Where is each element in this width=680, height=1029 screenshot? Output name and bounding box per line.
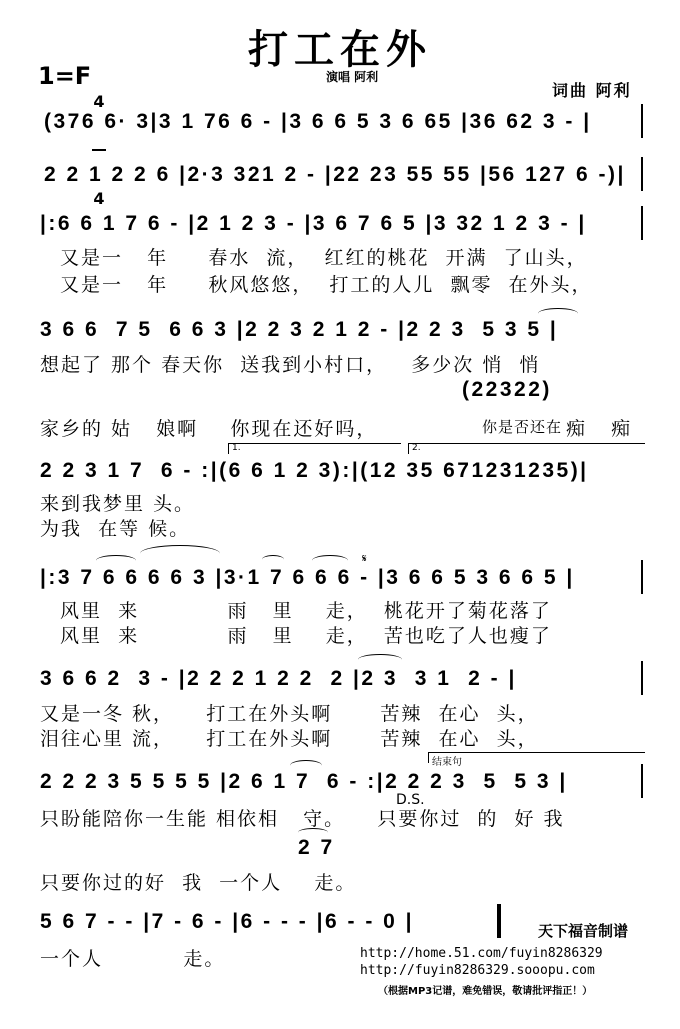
lyric-verse-2: 又是一 年 秋风悠悠， 打工的人儿 飘零 在外头， [60,274,593,296]
music-line-1: (376 6· 3|3 1 76 6 - |3 6 6 5 3 6 65 |36 62 3 - | [44,110,592,133]
slur [96,555,136,566]
volta-1-bracket [228,443,401,454]
music-line-8: |:3 7 6 6 6 6 3 |3·1 7 6 6 6 - |3 6 6 5 3 6 6 5 | [40,566,575,589]
ending-label: 结束句 [432,757,462,768]
lyric-line-9-verse-1: 又是一冬 秋， 打工在外头啊 苦辣 在心 头， [40,703,539,725]
dal-segno-mark: D.S. [396,792,425,808]
music-line-11: 2 7 [298,836,335,859]
composer-credit: 词曲 阿利 [552,81,632,100]
singer-credit: 演唱 阿利 [326,70,379,84]
slur [312,555,348,566]
slur [538,308,578,319]
song-title: 打工在外 [248,27,432,73]
music-line-4: 3 6 6 7 5 6 6 3 |2 2 3 2 1 2 - |2 2 3 5 3 5 | [40,318,559,341]
key-signature: 1=F [38,62,92,90]
staff-end-bar [641,560,643,594]
footer-url-2[interactable]: http://fuyin8286329.sooopu.com [360,963,595,978]
slur [358,654,402,665]
time-signature-top: 4 [93,92,105,111]
staff-end-bar [641,157,643,191]
lyric-line-12: 一个人 走。 [40,948,226,970]
slur [140,545,220,562]
lyric-alt-small: 你是否还在 [482,418,563,436]
lyric-line-11: 只要你过的好 我 一个人 走。 [40,872,357,894]
footer-note: （根据MP3记谱，难免错误，敬请批评指正！） [378,986,593,997]
music-line-12: 5 6 7 - - |7 - 6 - |6 - - - |6 - - 0 | [40,910,415,933]
time-signature-divider [92,149,106,151]
staff-end-bar [641,104,643,138]
time-signature [92,54,106,227]
lyric-verse-1: 又是一 年 春水 流， 红红的桃花 开满 了山头， [60,247,588,269]
lyric-line-10: 只盼能陪你一生能 相依相 守。 只要你过 的 好 我 [40,808,565,830]
lyric-line-9-verse-2: 泪往心里 流， 打工在外头啊 苦辣 在心 头， [40,728,539,750]
time-signature-bottom: 4 [93,189,105,208]
staff-end-bar [641,764,643,798]
lyric-refrain-2: 风里 来 雨 里 走， 苦也吃了人也瘦了 [60,625,552,647]
music-line-2: 2 2 1 2 2 6 |2·3 321 2 - |22 23 55 55 |56 127 6 -)| [44,163,626,186]
music-line-9: 3 6 6 2 3 - |2 2 2 1 2 2 2 |2 3 3 1 2 - | [40,667,517,690]
brand-label: 天下福音制谱 [538,922,629,940]
music-line-7: 2 2 3 1 7 6 - :|(6 6 1 2 3):|(12 35 671231235)| [40,459,589,482]
staff-end-bar [641,206,643,240]
music-line-10: 2 2 2 3 5 5 5 5 |2 6 1 7 6 - :|2 2 2 3 5 5 3 | [40,770,568,793]
volta-1-label: 1. [232,443,241,453]
lyric-verse-2-end: 为我 在等 候。 [40,518,191,540]
volta-2-bracket [408,443,645,454]
volta-2-label: 2. [412,443,421,453]
lyric-line-5-tail: 痴 痴 [566,418,633,440]
music-line-3: |:6 6 1 7 6 - |2 1 2 3 - |3 6 7 6 5 |3 32 1 2 3 - | [40,212,587,235]
footer-url-1[interactable]: http://home.51.com/fuyin8286329 [360,946,603,961]
segno-sign: 𝄋 [362,552,367,565]
lyric-line-5: 家乡的 姑 娘啊 你现在还好吗， [40,418,378,440]
alt-melody: (22322) [462,378,552,401]
final-bar [497,904,501,938]
lyric-verse-1-end: 来到我梦里 头。 [40,493,196,515]
lyric-refrain-1: 风里 来 雨 里 走， 桃花开了菊花落了 [60,600,552,622]
staff-end-bar [641,661,643,695]
slur [262,555,284,564]
lyric-line-4: 想起了 那个 春天你 送我到小村口， 多少次 悄 悄 [40,354,541,376]
